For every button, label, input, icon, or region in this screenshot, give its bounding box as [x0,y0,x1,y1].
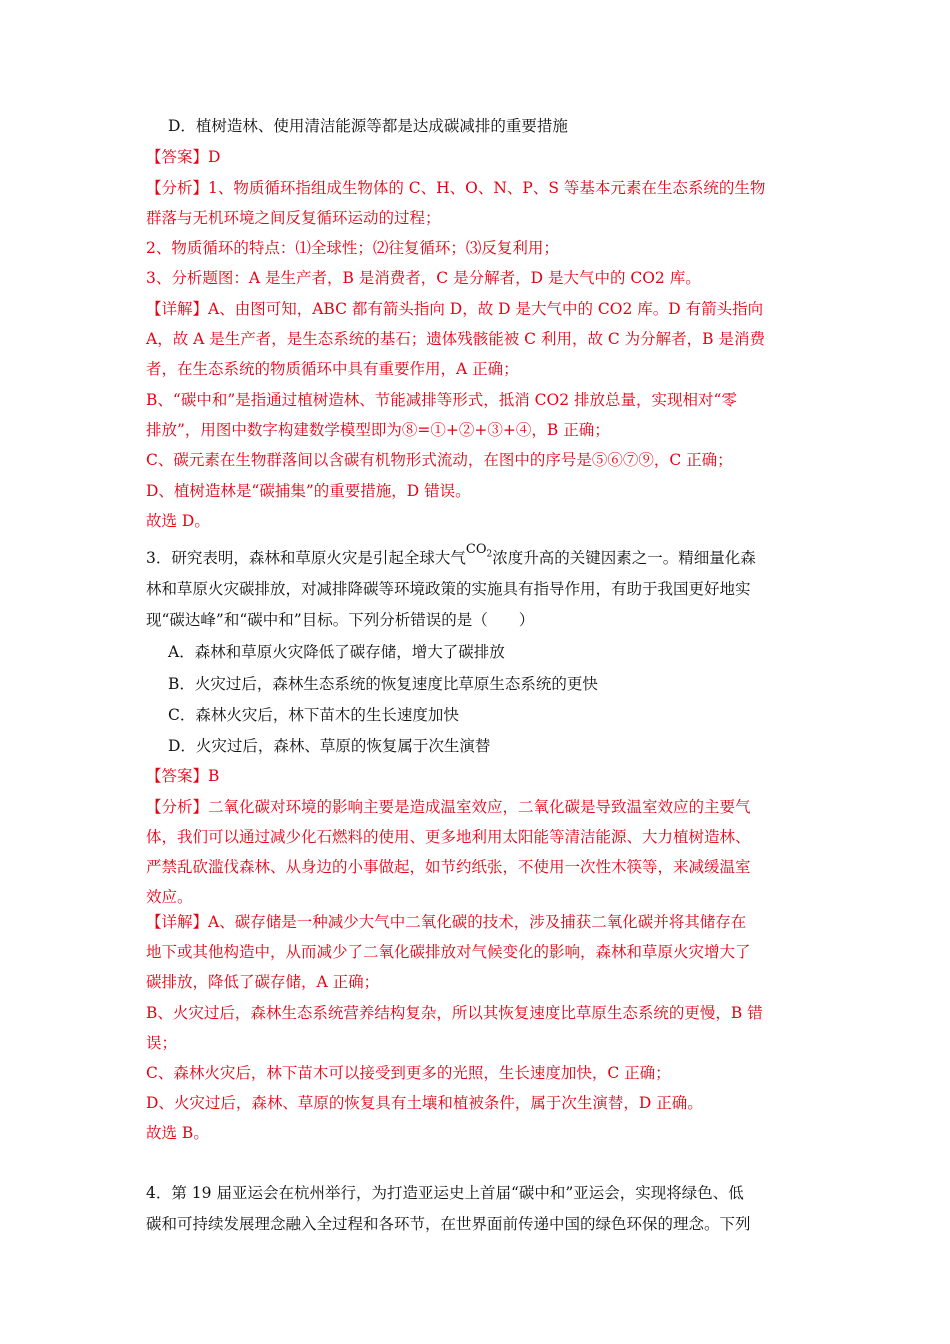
q3-option-a: A．森林和草原火灾降低了碳存储，增大了碳排放 [168,643,505,661]
q3-detail-line: B、火灾过后，森林生态系统营养结构复杂，所以其恢复速度比草原生态系统的更慢，B 错 [146,1004,763,1022]
q2-analysis-line: 群落与无机环境之间反复循环运动的过程； [146,209,441,227]
q3-analysis-line: 严禁乱砍滥伐森林、从身边的小事做起，如节约纸张，不使用一次性木筷等，来减缓温室 [146,858,751,876]
q2-conclusion: 故选 D。 [146,512,210,530]
q3-detail-line: 【详解】A、碳存储是一种减少大气中二氧化碳的技术，涉及捕获二氧化碳并将其储存在 [146,913,747,931]
q3-detail-line: 误； [146,1034,178,1052]
q3-answer [146,766,816,786]
q4-stem-line: 碳和可持续发展理念融入全过程和各环节，在世界面前传递中国的绿色环保的理念。下列 [146,1215,751,1233]
q3-option-d: D．火灾过后，森林、草原的恢复属于次生演替 [168,737,491,755]
q3-stem-line: 林和草原火灾碳排放，对减排降碳等环境政策的实施具有指导作用，有助于我国更好地实 [146,580,751,598]
q3-detail-line: C、森林火灾后，林下苗木可以接受到更多的光照，生长速度加快，C 正确； [146,1064,671,1082]
q2-option-d: D．植树造林、使用清洁能源等都是达成碳减排的重要措施 [168,117,568,135]
q4-stem-line: 4．第 19 届亚运会在杭州举行，为打造亚运史上首届“碳中和”亚运会，实现将绿色、低 [146,1184,744,1202]
q3-stem-part: 浓度升高的关键因素之一。精细量化森 [492,549,756,568]
q2-detail-line: D、植树造林是“碳捕集”的重要措施，D 错误。 [146,482,471,500]
q3-stem-part: 3．研究表明，森林和草原火灾是引起全球大气 [146,549,466,568]
answer-value: D [208,148,221,166]
q3-conclusion: 故选 B。 [146,1124,209,1142]
q3-stem-line [146,544,816,569]
answer-label: 【答案】 [146,148,209,166]
q2-detail-line: 【详解】A、由图可知，ABC 都有箭头指向 D，故 D 是大气中的 CO2 库。D 有箭头指向 [146,300,764,318]
q3-stem-line: 现“碳达峰”和“碳中和”目标。下列分析错误的是（ ） [146,611,535,629]
q3-analysis-line: 效应。 [146,888,193,906]
q2-detail-line: B、“碳中和”是指通过植树造林、节能减排等形式，抵消 CO2 排放总量，实现相对“零 [146,391,737,409]
co2-formula: CO2 [465,542,493,560]
q2-analysis-line: 2、物质循环的特点：⑴全球性；⑵往复循环；⑶反复利用； [146,239,559,257]
q3-detail-line: 碳排放，降低了碳存储，A 正确； [146,973,380,991]
q3-option-c: C．森林火灾后，林下苗木的生长速度加快 [168,706,459,724]
q3-option-b: B．火灾过后，森林生态系统的恢复速度比草原生态系统的更快 [168,675,598,693]
q3-analysis-line: 【分析】二氧化碳对环境的影响主要是造成温室效应，二氧化碳是导致温室效应的主要气 [146,798,751,816]
answer-value: B [208,767,220,785]
q2-analysis-line: 【分析】1、物质循环指组成生物体的 C、H、O、N、P、S 等基本元素在生态系统的生物 [146,179,766,197]
q3-analysis-line: 体，我们可以通过减少化石燃料的使用、更多地利用太阳能等清洁能源、大力植树造林、 [146,828,751,846]
q2-analysis-line: 3、分析题图：A 是生产者，B 是消费者，C 是分解者，D 是大气中的 CO2 库。 [146,269,701,287]
q2-detail-line: 排放”，用图中数字构建数学模型即为⑧=①+②+③+④，B 正确； [146,421,610,439]
q2-detail-line: C、碳元素在生物群落间以含碳有机物形式流动，在图中的序号是⑤⑥⑦⑨，C 正确； [146,451,733,469]
q2-detail-line: 者，在生态系统的物质循环中具有重要作用，A 正确； [146,360,519,378]
answer-label: 【答案】 [146,767,209,785]
q3-detail-line: 地下或其他构造中，从而减少了二氧化碳排放对气候变化的影响，森林和草原火灾增大了 [146,943,751,961]
q2-answer [146,147,816,167]
q2-detail-line: A，故 A 是生产者，是生态系统的基石；遗体残骸能被 C 利用，故 C 为分解者，B 是消费 [146,330,765,348]
q3-detail-line: D、火灾过后，森林、草原的恢复具有土壤和植被条件，属于次生演替，D 正确。 [146,1094,703,1112]
